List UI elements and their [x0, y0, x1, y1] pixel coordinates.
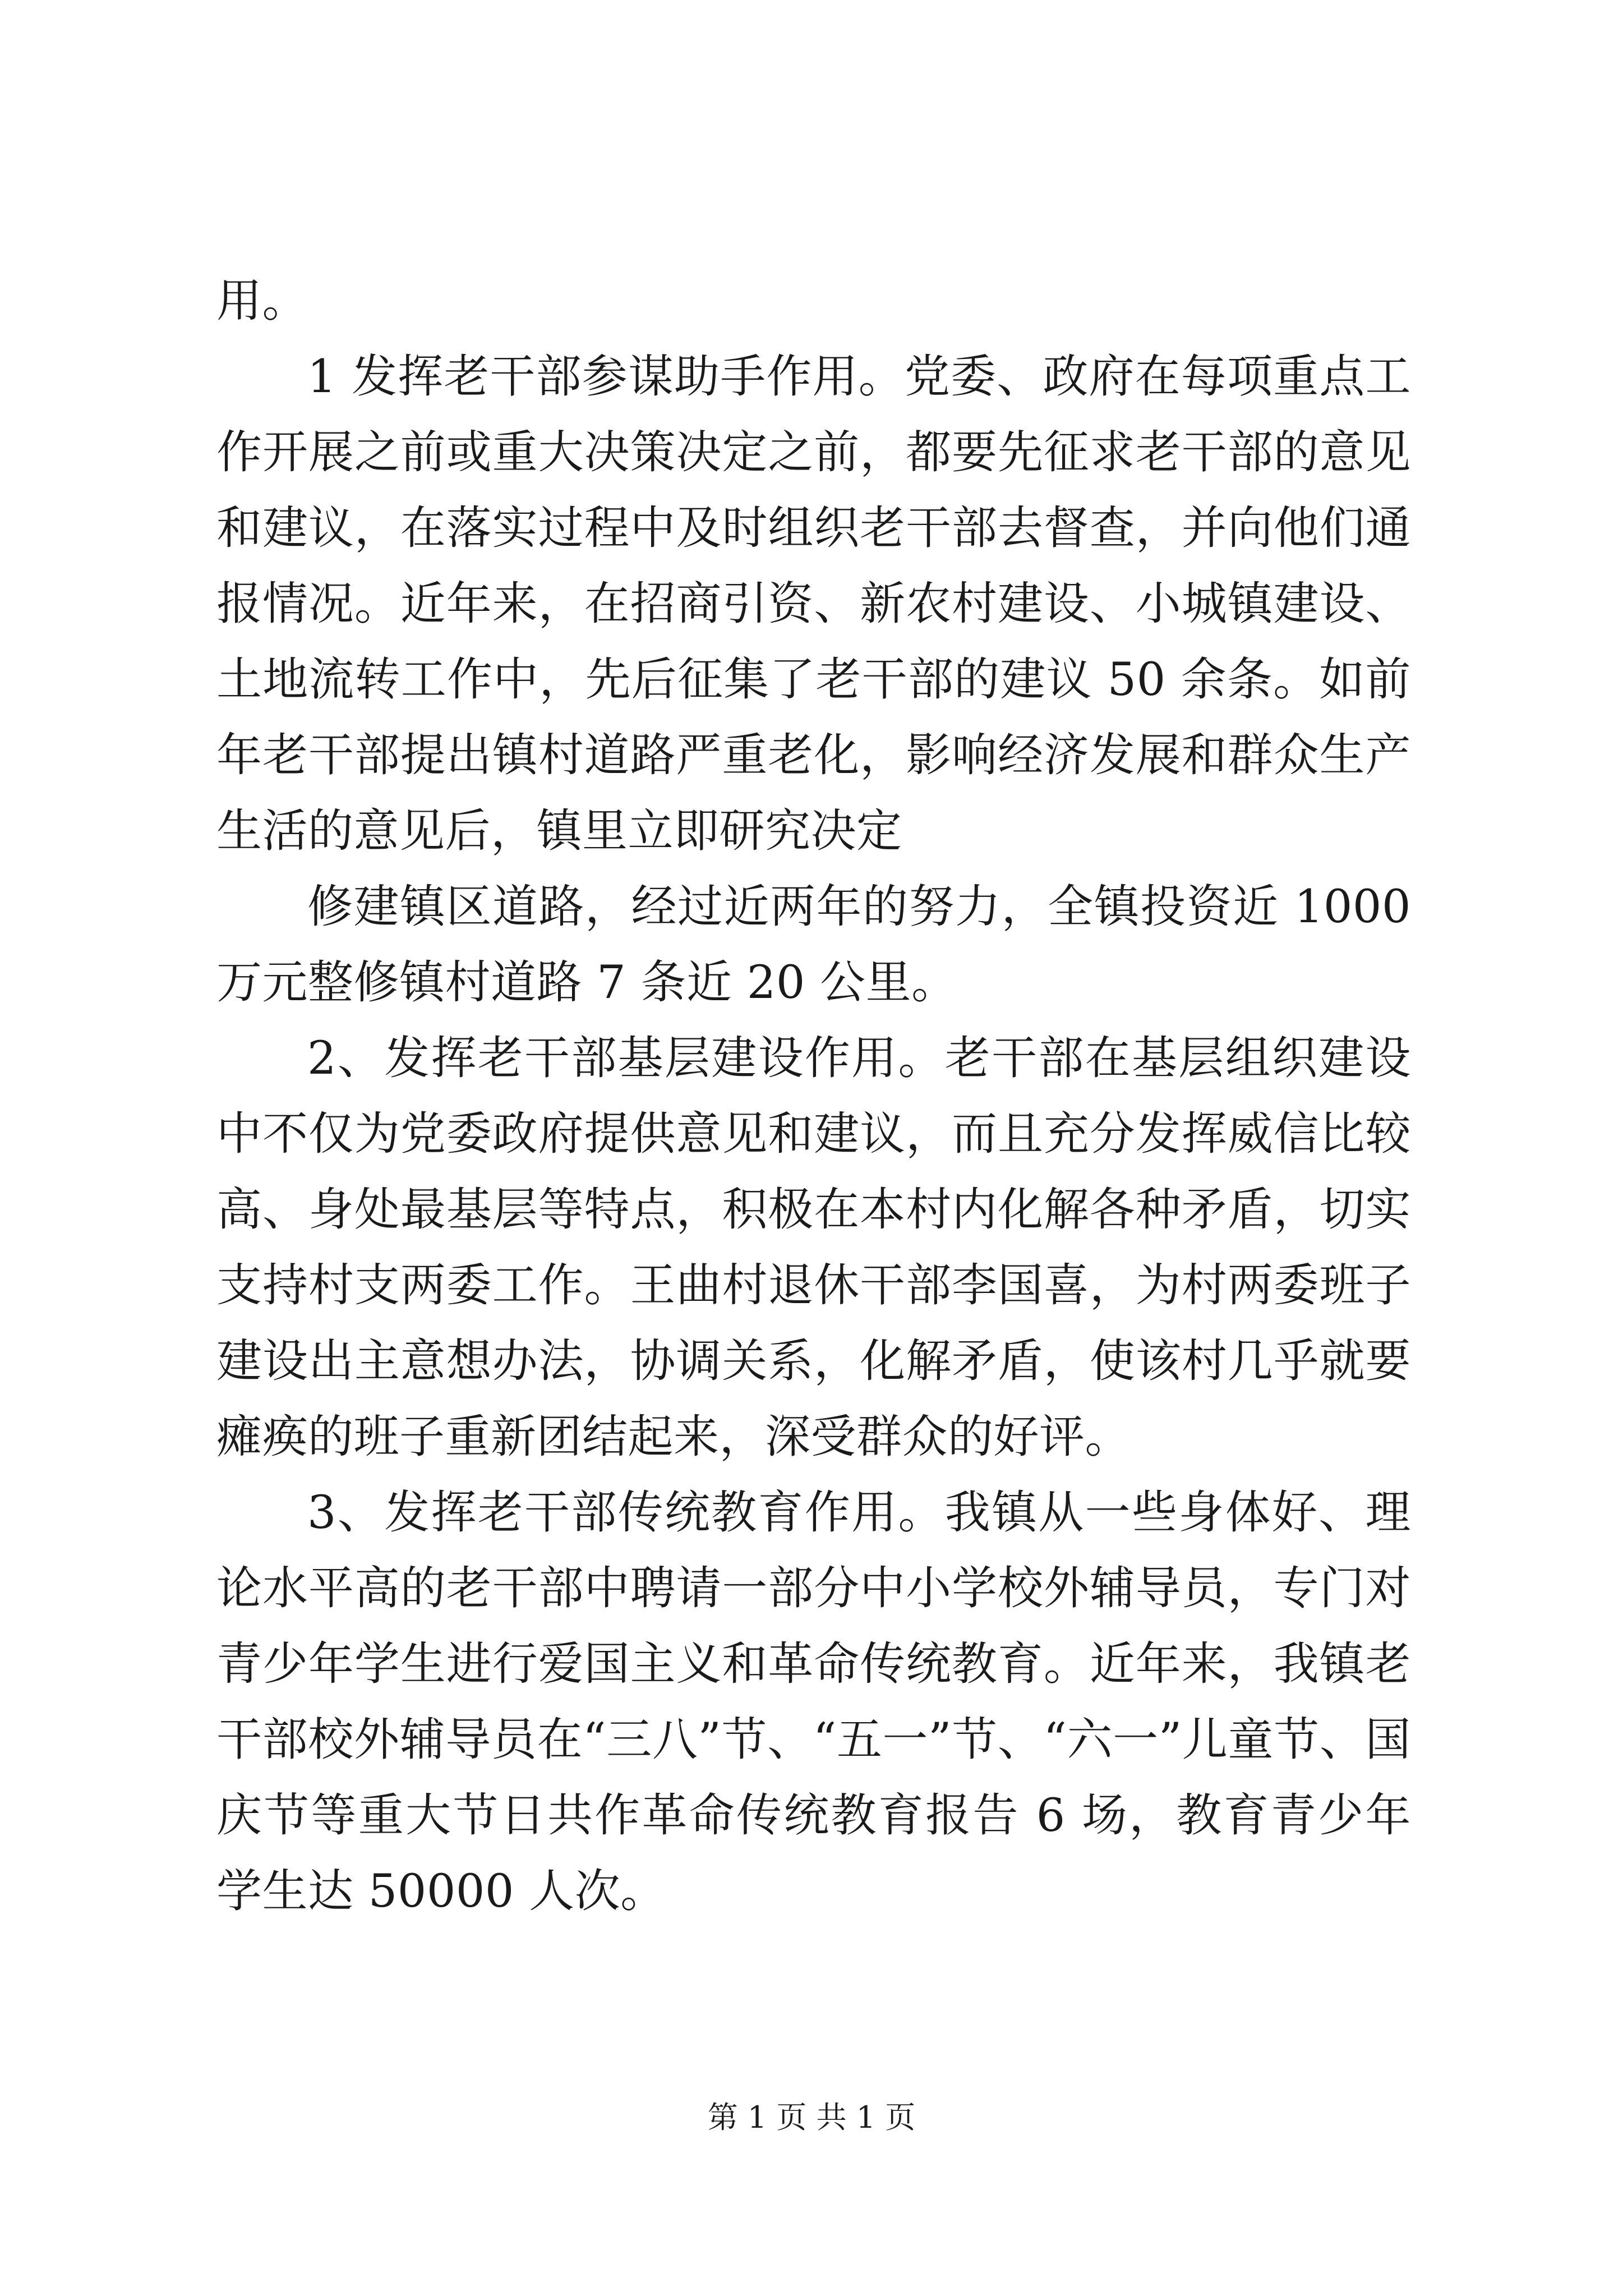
paragraph-item-2: 2、发挥老干部基层建设作用。老干部在基层组织建设中不仅为党委政府提供意见和建议，而且充分发挥威信比较高、身处最基层等特点，积极在本村内化解各种矛盾，切实支持村支两委工作。王曲村退休干部李国喜，为村两委班子建设出主意想办法，协调关系，化解矛盾，使该村几乎就要瘫痪的班子重新团结起来，深受群众的好评。 — [216, 1032, 1411, 1464]
paragraph-item-1: 1 发挥老干部参谋助手作用。党委、政府在每项重点工作开展之前或重大决策决定之前，都要先征求老干部的意见和建议，在落实过程中及时组织老干部去督查，并向他们通报情况。近年来，在招商引资、新农村建设、小城镇建设、土地流转工作中，先后征集了老干部的建议 50 余条。如前年老干部提出镇村道路严重老化，影响经济发展和群众生产生活的意见后，镇里立即研究决定 — [216, 351, 1411, 858]
paragraph-road-repair: 修建镇区道路，经过近两年的努力，全镇投资近 1000 万元整修镇村道路 7 条近 20 公里。 — [216, 881, 1411, 1009]
paragraph-item-3: 3、发挥老干部传统教育作用。我镇从一些身体好、理论水平高的老干部中聘请一部分中小学校外辅导员，专门对青少年学生进行爱国主义和革命传统教育。近年来，我镇老干部校外辅导员在“三八”节、“五一”节、“六一”儿童节、国庆节等重大节日共作革命传统教育报告 6 场，教育青少年学生达 50000 人次。 — [216, 1487, 1411, 1918]
paragraph-continuation: 用。 — [216, 275, 308, 328]
page-number-footer: 第 1 页 共 1 页 — [707, 2100, 916, 2135]
document-body — [216, 264, 1411, 1930]
